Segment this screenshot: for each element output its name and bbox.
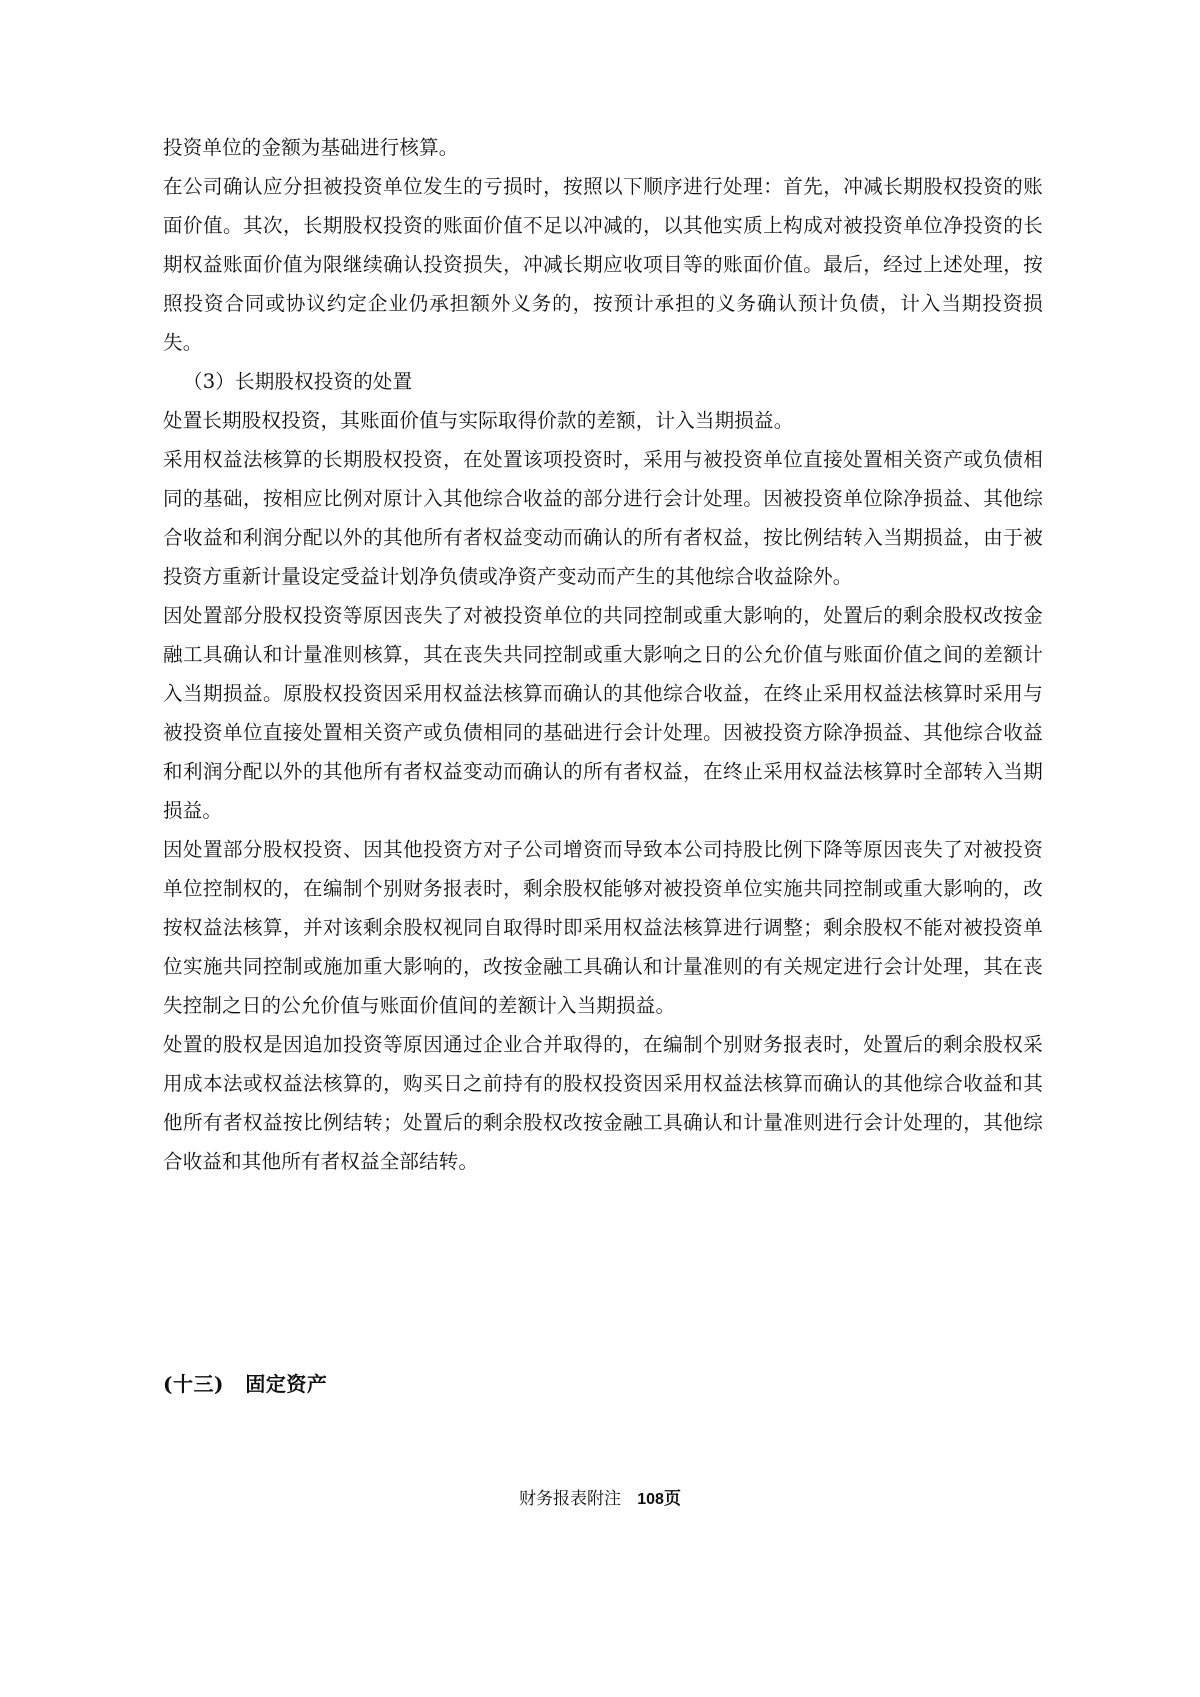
paragraph: 处置的股权是因追加投资等原因通过企业合并取得的，在编制个别财务报表时，处置后的剩余股权采用成本法或权益法核算的，购买日之前持有的股权投资因采用权益法核算而确认的其他综合收益和其他所有者权益按比例结转；处置后的剩余股权改按金融工具确认和计量准则进行会计处理的，其他综合收益和其他所有者权益全部结转。 (163, 1033, 1043, 1173)
paragraph: 处置长期股权投资，其账面价值与实际取得价款的差额，计入当期损益。 (163, 409, 794, 432)
footer-page-number: 108 (637, 1491, 664, 1508)
paragraph: 因处置部分股权投资、因其他投资方对子公司增资而导致本公司持股比例下降等原因丧失了对被投资单位控制权的，在编制个别财务报表时，剩余股权能够对被投资单位实施共同控制或重大影响的，改按权益法核算，并对该剩余股权视同自取得时即采用权益法核算进行调整；剩余股权不能对被投资单位实施共同控制或施加重大影响的，改按金融工具确认和计量准则的有关规定进行会计处理，其在丧失控制之日的公允价值与账面价值间的差额计入当期损益。 (163, 838, 1043, 1017)
section-heading-label: (十三) (163, 1372, 224, 1396)
page-body (163, 128, 1043, 1181)
paragraph: 因处置部分股权投资等原因丧失了对被投资单位的共同控制或重大影响的，处置后的剩余股权改按金融工具确认和计量准则核算，其在丧失共同控制或重大影响之日的公允价值与账面价值之间的差额计入当期损益。原股权投资因采用权益法核算而确认的其他综合收益，在终止采用权益法核算时采用与被投资单位直接处置相关资产或负债相同的基础进行会计处理。因被投资方除净损益、其他综合收益和利润分配以外的其他所有者权益变动而确认的所有者权益，在终止采用权益法核算时全部转入当期损益。 (163, 604, 1043, 822)
page-footer (0, 1484, 1200, 1509)
section-heading (163, 1368, 327, 1397)
paragraph: 采用权益法核算的长期股权投资，在处置该项投资时，采用与被投资单位直接处置相关资产或负债相同的基础，按相应比例对原计入其他综合收益的部分进行会计处理。因被投资单位除净损益、其他综合收益和利润分配以外的其他所有者权益变动而确认的所有者权益，按比例结转入当期损益，由于被投资方重新计量设定受益计划净负债或净资产变动而产生的其他综合收益除外。 (163, 448, 1043, 588)
footer-page-unit: 页 (663, 1489, 681, 1509)
section-heading-title: 固定资产 (245, 1372, 328, 1396)
paragraph: 投资单位的金额为基础进行核算。 (163, 136, 459, 159)
footer-label: 财务报表附注 (519, 1489, 622, 1509)
paragraph-list-item: （3）长期股权投资的处置 (183, 370, 413, 393)
paragraph: 在公司确认应分担被投资单位发生的亏损时，按照以下顺序进行处理：首先，冲减长期股权投资的账面价值。其次，长期股权投资的账面价值不足以冲减的，以其他实质上构成对被投资单位净投资的长期权益账面价值为限继续确认投资损失，冲减长期应收项目等的账面价值。最后，经过上述处理，按照投资合同或协议约定企业仍承担额外义务的，按预计承担的义务确认预计负债，计入当期投资损失。 (163, 175, 1043, 354)
